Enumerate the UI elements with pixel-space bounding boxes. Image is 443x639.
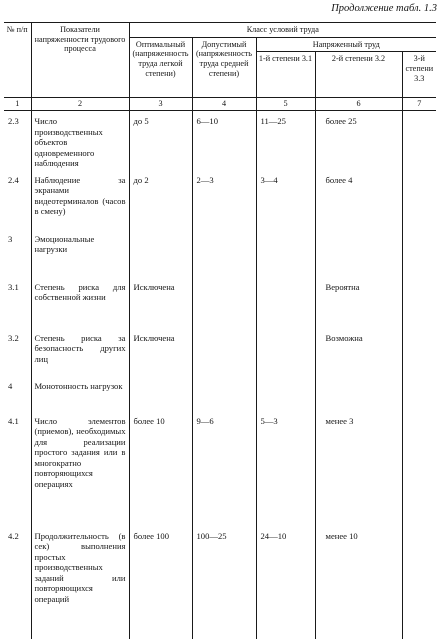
working-conditions-table xyxy=(4,22,436,639)
row-degree-1: 11—25 xyxy=(256,111,315,173)
row-degree-1: 24—10 xyxy=(256,529,315,639)
table-row xyxy=(4,379,436,414)
row-optimal xyxy=(129,379,192,414)
row-optimal: более 100 xyxy=(129,529,192,639)
row-degree-3 xyxy=(402,232,436,280)
row-indicator: Степень риска за безопасность других лиц xyxy=(31,331,129,379)
row-degree-3 xyxy=(402,414,436,529)
row-degree-1 xyxy=(256,232,315,280)
row-degree-2: Вероятна xyxy=(315,280,402,331)
row-indicator: Число элементов (приемов), необходимых для реализации простого задания или в многократно повторяющихся операциях xyxy=(31,414,129,529)
table-body xyxy=(4,111,436,639)
table-row xyxy=(4,529,436,639)
row-permissible xyxy=(192,331,256,379)
row-permissible: 2—3 xyxy=(192,173,256,232)
table-caption: Продолжение табл. 1.3 xyxy=(331,3,437,14)
header-indicator: Показатели напряженности трудового процесса xyxy=(31,23,129,98)
header-num: № п/п xyxy=(4,23,31,98)
row-degree-2: менее 3 xyxy=(315,414,402,529)
row-permissible xyxy=(192,232,256,280)
row-number: 3.1 xyxy=(4,280,31,331)
table-row xyxy=(4,173,436,232)
row-degree-1 xyxy=(256,280,315,331)
header-degree-2: 2-й степени 3.2 xyxy=(315,52,402,98)
row-permissible: 6—10 xyxy=(192,111,256,173)
row-optimal: до 5 xyxy=(129,111,192,173)
row-degree-1: 3—4 xyxy=(256,173,315,232)
header-optimal: Оптимальный (напряженность труда легкой степени) xyxy=(129,37,192,98)
row-number: 2.3 xyxy=(4,111,31,173)
table-row xyxy=(4,111,436,173)
row-indicator: Эмоциональные нагрузки xyxy=(31,232,129,280)
row-permissible xyxy=(192,280,256,331)
row-degree-2: менее 10 xyxy=(315,529,402,639)
header-degree-3: 3-й степени 3.3 xyxy=(402,52,436,98)
row-degree-3 xyxy=(402,529,436,639)
row-degree-2 xyxy=(315,232,402,280)
table-row xyxy=(4,232,436,280)
row-degree-1 xyxy=(256,331,315,379)
column-number: 1 xyxy=(4,98,31,111)
row-degree-3 xyxy=(402,173,436,232)
column-number: 6 xyxy=(315,98,402,111)
row-indicator: Наблюдение за экранами видеотерминалов (часов в смену) xyxy=(31,173,129,232)
row-number: 4 xyxy=(4,379,31,414)
row-indicator: Монотонность нагрузок xyxy=(31,379,129,414)
row-degree-2: более 4 xyxy=(315,173,402,232)
column-number: 5 xyxy=(256,98,315,111)
row-number: 4.2 xyxy=(4,529,31,639)
row-degree-3 xyxy=(402,111,436,173)
row-number: 3.2 xyxy=(4,331,31,379)
column-number: 2 xyxy=(31,98,129,111)
table-row xyxy=(4,331,436,379)
row-indicator: Число производственных объектов одновременного наблюдения xyxy=(31,111,129,173)
row-degree-3 xyxy=(402,331,436,379)
row-optimal xyxy=(129,232,192,280)
row-degree-2: Возможна xyxy=(315,331,402,379)
row-indicator: Продолжительность (в сек) выполнения простых производственных заданий или повторяющихся операций xyxy=(31,529,129,639)
row-degree-3 xyxy=(402,379,436,414)
header-tense: Напряженный труд xyxy=(256,37,436,52)
row-number: 4.1 xyxy=(4,414,31,529)
row-degree-3 xyxy=(402,280,436,331)
row-permissible: 9—6 xyxy=(192,414,256,529)
column-number: 3 xyxy=(129,98,192,111)
row-optimal: более 10 xyxy=(129,414,192,529)
row-degree-1 xyxy=(256,379,315,414)
table-header xyxy=(4,23,436,98)
column-number: 7 xyxy=(402,98,436,111)
row-permissible: 100—25 xyxy=(192,529,256,639)
header-permissible: Допустимый (напряженность труда средней степени) xyxy=(192,37,256,98)
table-row xyxy=(4,280,436,331)
row-number: 2.4 xyxy=(4,173,31,232)
row-optimal: Исключена xyxy=(129,280,192,331)
row-number: 3 xyxy=(4,232,31,280)
header-class-title: Класс условий труда xyxy=(129,23,436,38)
row-degree-2 xyxy=(315,379,402,414)
row-indicator: Степень риска для собственной жизни xyxy=(31,280,129,331)
header-degree-1: 1-й степени 3.1 xyxy=(256,52,315,98)
row-degree-2: более 25 xyxy=(315,111,402,173)
row-degree-1: 5—3 xyxy=(256,414,315,529)
row-optimal: до 2 xyxy=(129,173,192,232)
column-number: 4 xyxy=(192,98,256,111)
table-row xyxy=(4,414,436,529)
row-permissible xyxy=(192,379,256,414)
column-number-row xyxy=(4,98,436,111)
row-optimal: Исключена xyxy=(129,331,192,379)
